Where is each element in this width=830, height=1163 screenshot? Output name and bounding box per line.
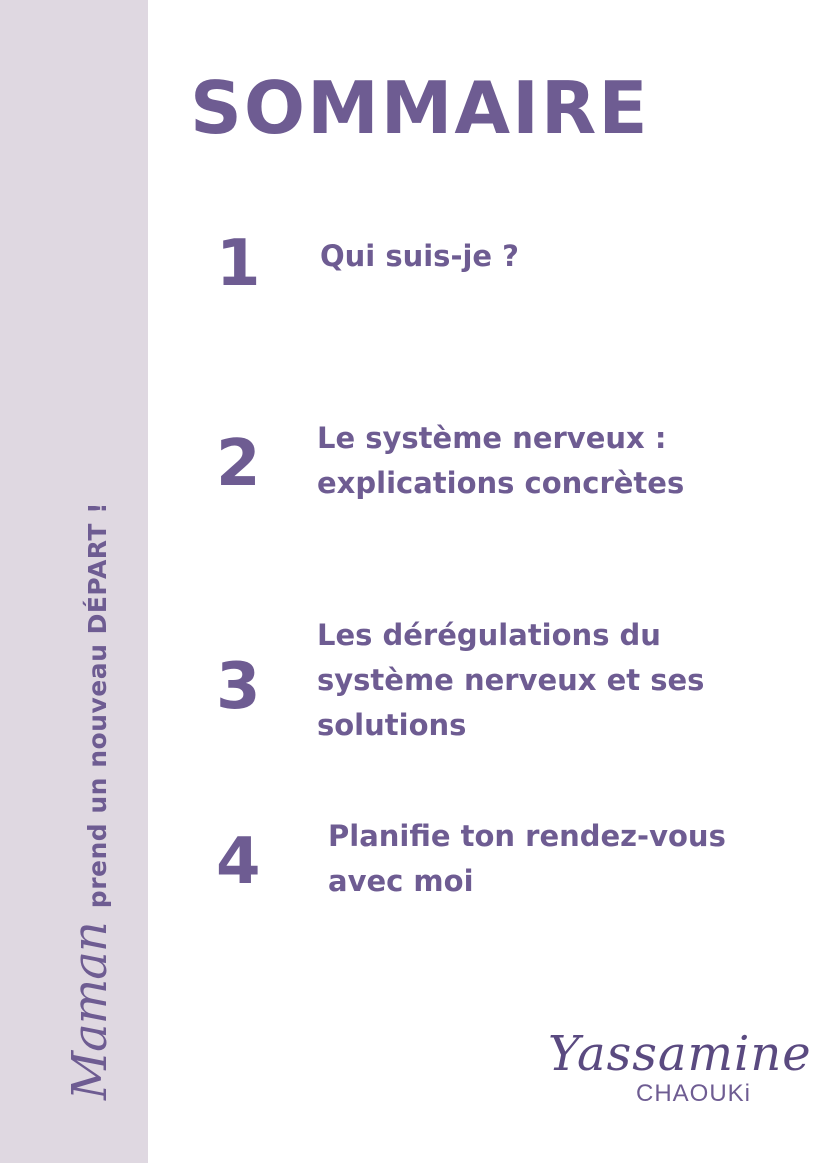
toc-number: 4 <box>216 825 261 899</box>
author-signature <box>540 1026 812 1108</box>
toc-label: Qui suis-je ? <box>320 239 520 273</box>
sidebar-vertical-text <box>62 502 118 1100</box>
toc-label: Le système nerveux : explications concrètes <box>317 421 685 500</box>
sidebar-tagline: prend un nouveau DÉPART ! <box>83 501 112 909</box>
signature-last-name: CHAOUKi <box>636 1080 752 1107</box>
toc-label: Planifie ton rendez-vous avec moi <box>328 819 726 898</box>
signature-first-name: Yassamine <box>548 1026 812 1082</box>
sidebar-band <box>0 0 148 1163</box>
sidebar-script-word: Maman <box>62 922 118 1100</box>
page-title: SOMMAIRE <box>190 66 650 150</box>
toc-number: 1 <box>216 227 261 301</box>
toc-number: 3 <box>216 650 261 724</box>
toc-label: Les dérégulations du système nerveux et ses solutions <box>317 618 705 742</box>
toc-number: 2 <box>216 427 261 501</box>
